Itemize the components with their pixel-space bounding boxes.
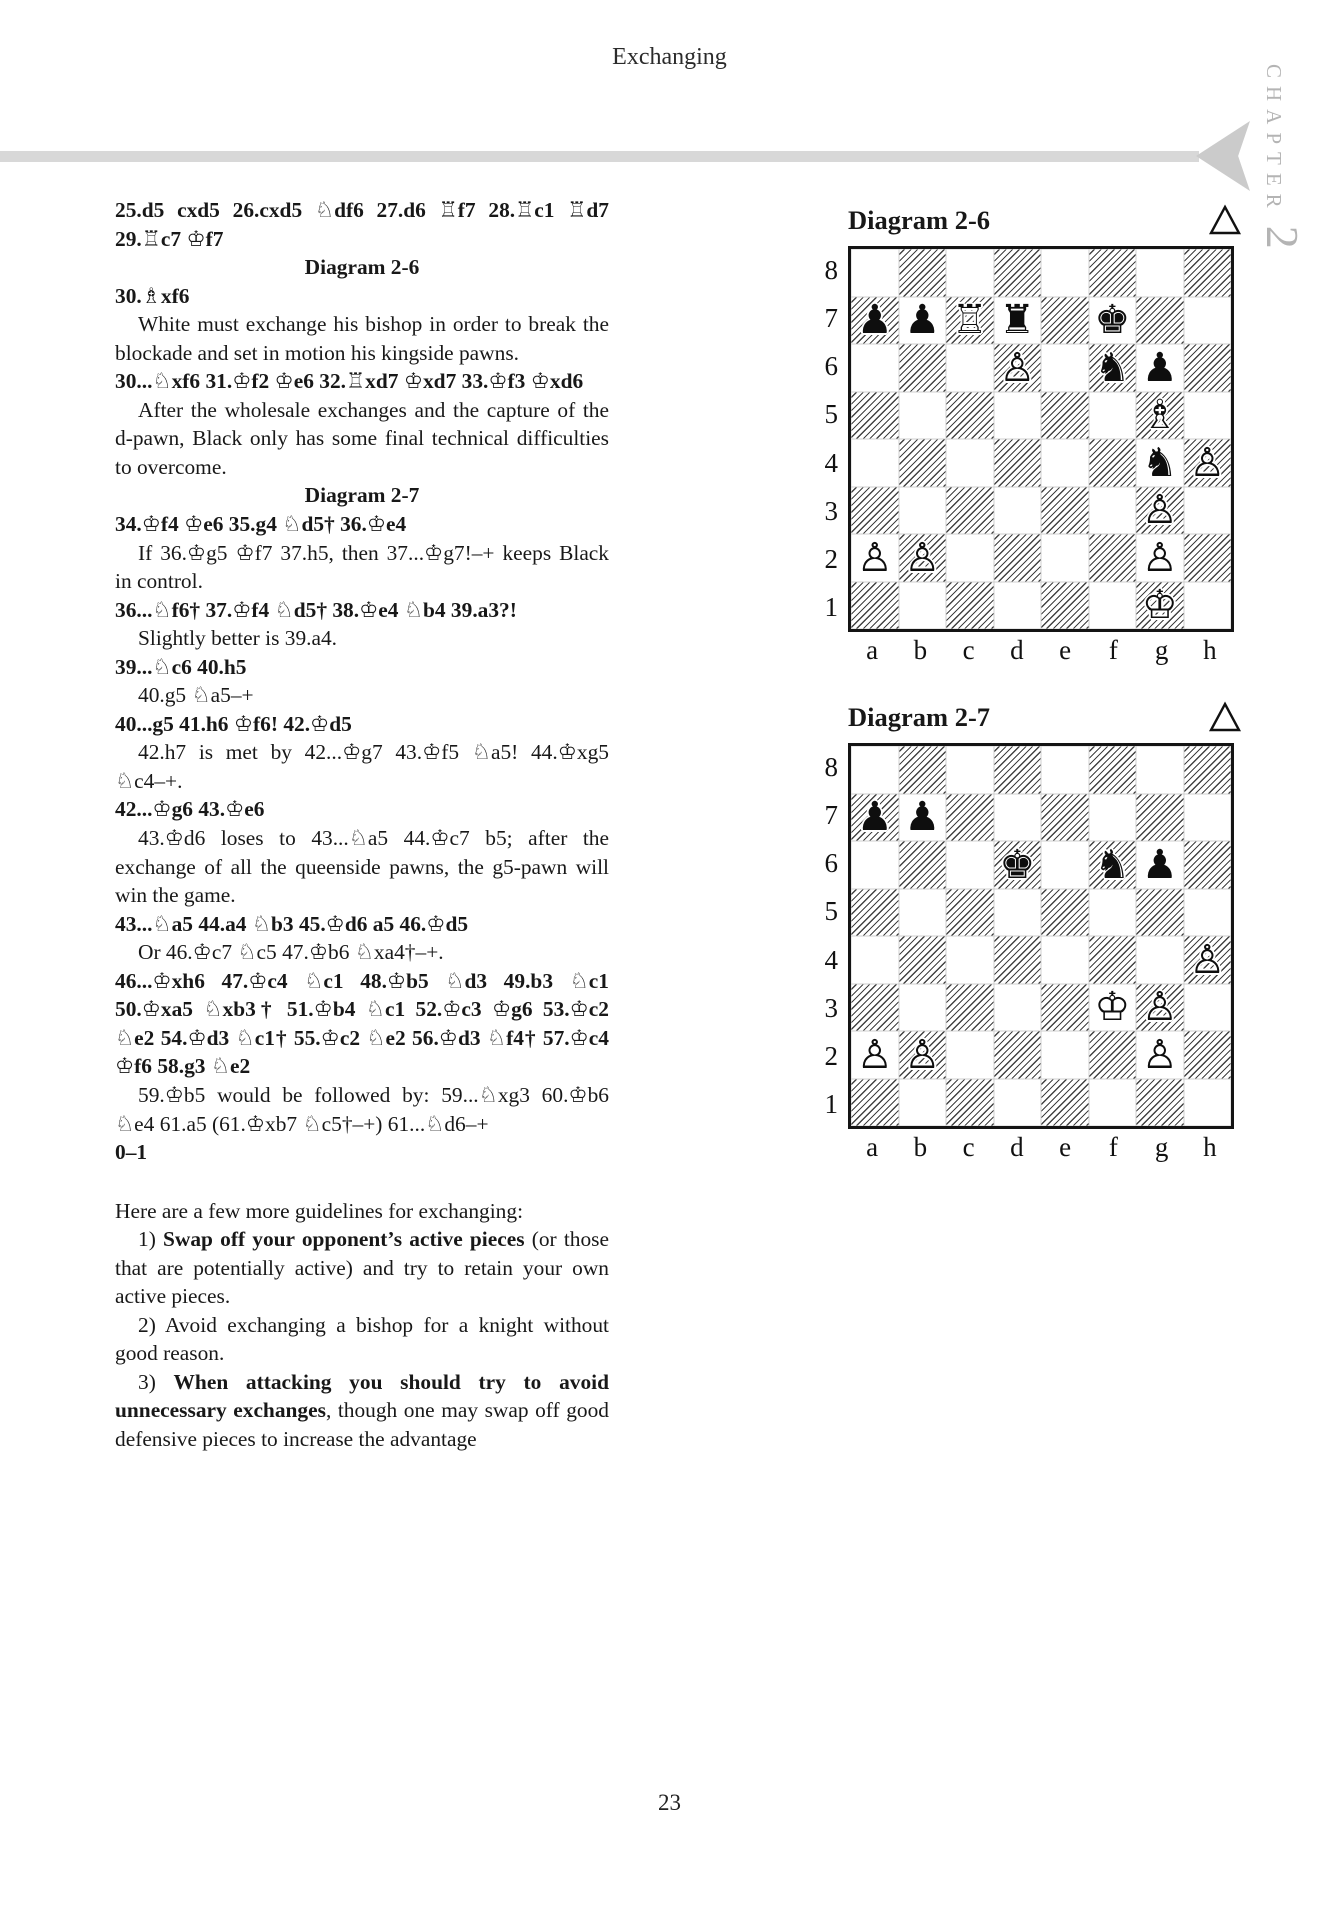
text-run: 42.h7 is met by 42...♔g7 43.♔f5 ♘a5! 44.♔xg5 ♘c4–+. <box>115 740 609 793</box>
bold-text-run: 34.♔f4 ♔e6 35.g4 ♘d5† 36.♔e4 <box>115 512 407 537</box>
board-square <box>1041 1079 1089 1127</box>
diagram-caption <box>115 481 609 510</box>
board-square <box>994 889 1042 937</box>
white-pawn-icon: ♙ <box>1189 439 1226 486</box>
text-run: Or 46.♔c7 ♘c5 47.♔b6 ♘xa4†–+. <box>138 940 444 965</box>
rank-label: 5 <box>824 399 838 430</box>
bold-text-run: 0–1 <box>115 1140 148 1165</box>
board-square <box>1041 889 1089 937</box>
text-run: White must exchange his bishop in order to break the blockade and set in motion his kingside pawns. <box>115 312 609 365</box>
white-bishop-icon: ♗ <box>1141 392 1178 439</box>
running-head: Exchanging <box>612 44 727 70</box>
text-run: 2) Avoid exchanging a bishop for a knight without good reason. <box>115 1312 609 1366</box>
board-square <box>899 889 947 937</box>
board-square <box>851 487 899 535</box>
text-run: 59.♔b5 would be followed by: 59...♘xg3 60.♔b6 ♘e4 61.a5 (61.♔xb7 ♘c5†–+) 61...♘d6–+ <box>115 1082 609 1136</box>
board-square <box>899 487 947 535</box>
text-run: 40.g5 ♘a5–+ <box>138 683 254 708</box>
board-square <box>1136 249 1184 297</box>
diagrams-column <box>812 200 1242 1194</box>
board-square <box>851 534 899 582</box>
paragraph <box>115 681 609 710</box>
paragraph <box>115 738 609 795</box>
file-label: b <box>913 1132 928 1162</box>
paragraph <box>115 910 609 939</box>
board-square <box>946 582 994 630</box>
board-square <box>1184 582 1232 630</box>
bold-text-run: 30...♘xf6 31.♔f2 ♔e6 32.♖xd7 ♔xd7 33.♔f3 ♔xd6 <box>115 369 584 394</box>
board-square <box>994 582 1042 630</box>
board-square <box>1184 936 1232 984</box>
diagram-grid <box>812 246 1242 664</box>
file-label: a <box>866 1132 879 1162</box>
board-square <box>946 1079 994 1127</box>
board-square <box>851 746 899 794</box>
file-label: h <box>1203 635 1217 665</box>
diagram-grid <box>812 743 1242 1161</box>
board-square <box>899 936 947 984</box>
board-square <box>851 1079 899 1127</box>
board-square <box>1136 534 1184 582</box>
rank-label: 2 <box>824 1041 838 1072</box>
diagram-caption <box>115 253 609 282</box>
text-run: , though one may swap off good defensive pieces to increase the advantage <box>115 1398 609 1451</box>
paragraph <box>115 196 609 253</box>
board-square <box>1136 344 1184 392</box>
board-square <box>946 344 994 392</box>
board-square <box>851 936 899 984</box>
board-square <box>1184 746 1232 794</box>
text-run: Here are a few more guidelines for exchanging: <box>115 1198 524 1223</box>
rank-labels <box>812 246 848 632</box>
file-label: f <box>1108 1132 1118 1162</box>
diagram-header <box>812 200 1242 240</box>
white-to-move-icon <box>1208 204 1242 236</box>
board-square <box>1089 1031 1137 1079</box>
file-label: h <box>1203 1132 1217 1162</box>
board-square <box>1041 249 1089 297</box>
board-square <box>1089 297 1137 345</box>
board-square <box>946 487 994 535</box>
paragraph <box>115 1311 609 1368</box>
rank-label: 1 <box>824 1089 838 1120</box>
board-square <box>1041 794 1089 842</box>
board-square <box>1041 1031 1089 1079</box>
board-square <box>946 534 994 582</box>
board-square <box>1136 936 1184 984</box>
paragraph <box>115 1138 609 1167</box>
board-square <box>1089 794 1137 842</box>
board-square <box>1089 249 1137 297</box>
white-king-icon: ♔ <box>1094 984 1131 1031</box>
board-square <box>1041 487 1089 535</box>
board-square <box>1089 344 1137 392</box>
board-square <box>1184 439 1232 487</box>
board-square <box>946 794 994 842</box>
white-pawn-icon: ♙ <box>856 1031 893 1078</box>
white-pawn-icon: ♙ <box>999 344 1036 391</box>
board-square <box>1136 841 1184 889</box>
rank-label: 7 <box>824 302 838 333</box>
rank-labels <box>812 743 848 1129</box>
board-square <box>1089 889 1137 937</box>
rank-label: 6 <box>824 351 838 382</box>
board-square <box>851 889 899 937</box>
paragraph <box>115 795 609 824</box>
paragraph <box>115 1225 609 1311</box>
paragraph <box>115 310 609 367</box>
black-pawn-icon: ♟ <box>904 794 941 841</box>
board-square <box>851 392 899 440</box>
rank-label: 6 <box>824 848 838 879</box>
board-square <box>851 582 899 630</box>
bold-text-run: Diagram 2-7 <box>304 483 420 508</box>
black-pawn-icon: ♟ <box>856 794 893 841</box>
board-square <box>1136 582 1184 630</box>
text-run: 3) <box>138 1369 174 1394</box>
board-square <box>946 392 994 440</box>
black-rook-icon: ♜ <box>999 297 1036 344</box>
white-pawn-icon: ♙ <box>1141 984 1178 1031</box>
file-label: d <box>1010 635 1024 665</box>
board-square <box>994 1079 1042 1127</box>
board-square <box>994 249 1042 297</box>
rank-label: 8 <box>824 254 838 285</box>
black-pawn-icon: ♟ <box>856 297 893 344</box>
file-labels <box>848 632 1234 664</box>
board-square <box>994 1031 1042 1079</box>
board-square <box>994 344 1042 392</box>
white-pawn-icon: ♙ <box>1141 534 1178 581</box>
file-label: g <box>1154 635 1169 665</box>
board-square <box>851 841 899 889</box>
black-pawn-icon: ♟ <box>1141 841 1178 888</box>
board-square <box>899 344 947 392</box>
rank-label: 5 <box>824 896 838 927</box>
bold-text-run: Diagram 2-6 <box>304 255 420 280</box>
board-square <box>899 984 947 1032</box>
board-square <box>1089 841 1137 889</box>
board-square <box>946 984 994 1032</box>
board-square <box>899 582 947 630</box>
board-square <box>1041 984 1089 1032</box>
board-square <box>1184 794 1232 842</box>
board-square <box>1041 344 1089 392</box>
file-label: e <box>1059 1132 1072 1162</box>
black-knight-icon: ♞ <box>1141 439 1178 486</box>
bold-text-run: Swap off your opponent’s active pieces <box>163 1227 525 1252</box>
diagram-title: Diagram 2-7 <box>848 701 991 732</box>
board-square <box>994 936 1042 984</box>
chapter-label <box>1256 64 1309 249</box>
board-square <box>1184 297 1232 345</box>
board-square <box>994 439 1042 487</box>
board-square <box>1089 392 1137 440</box>
board-square <box>946 297 994 345</box>
paragraph <box>115 653 609 682</box>
white-pawn-icon: ♙ <box>1141 487 1178 534</box>
paragraph <box>115 624 609 653</box>
board-square <box>1136 746 1184 794</box>
board-square <box>899 1031 947 1079</box>
board-square <box>1136 1079 1184 1127</box>
board-square <box>851 794 899 842</box>
board-square <box>1089 984 1137 1032</box>
board-square <box>899 794 947 842</box>
paragraph <box>115 1081 609 1138</box>
board-square <box>851 1031 899 1079</box>
white-to-move-icon <box>1208 701 1242 733</box>
bold-text-run: 25.d5 cxd5 26.cxd5 ♘df6 27.d6 ♖f7 28.♖c1 ♖d7 29.♖c7 ♔f7 <box>115 198 609 251</box>
board-square <box>1184 249 1232 297</box>
board-square <box>1041 534 1089 582</box>
board-square <box>946 439 994 487</box>
paragraph <box>115 967 609 1081</box>
diagram-title: Diagram 2-6 <box>848 204 991 235</box>
board-square <box>1184 1079 1232 1127</box>
board-square <box>1184 392 1232 440</box>
board-square <box>946 1031 994 1079</box>
paragraph <box>115 396 609 482</box>
board-square <box>946 889 994 937</box>
bold-text-run: 36...♘f6† 37.♔f4 ♘d5† 38.♔e4 ♘b4 39.a3?! <box>115 597 517 622</box>
board-square <box>1184 841 1232 889</box>
board-square <box>994 534 1042 582</box>
file-label: a <box>866 635 879 665</box>
white-pawn-icon: ♙ <box>856 534 893 581</box>
rank-label: 3 <box>824 992 838 1023</box>
board-square <box>1136 1031 1184 1079</box>
black-knight-icon: ♞ <box>1094 344 1131 391</box>
board-square <box>851 344 899 392</box>
paragraph <box>115 367 609 396</box>
board-square <box>899 439 947 487</box>
page-number: 23 <box>658 1790 681 1815</box>
file-label: f <box>1108 635 1118 665</box>
paragraph <box>115 282 609 311</box>
text-run: Slightly better is 39.a4. <box>138 626 338 651</box>
rank-label: 8 <box>824 751 838 782</box>
board-square <box>1089 487 1137 535</box>
board-square <box>946 936 994 984</box>
board-square <box>1089 1079 1137 1127</box>
bold-text-run: When attacking you should try to avoid unnecessary exchanges <box>115 1369 609 1423</box>
chess-board <box>848 246 1234 632</box>
board-square <box>1136 487 1184 535</box>
board-square <box>1041 582 1089 630</box>
white-king-icon: ♔ <box>1141 582 1178 629</box>
board-square <box>994 297 1042 345</box>
main-text-column <box>115 196 609 1454</box>
board-square <box>851 249 899 297</box>
board-corner-spacer <box>812 632 848 664</box>
black-king-icon: ♚ <box>1094 297 1131 344</box>
board-square <box>851 439 899 487</box>
text-run: After the wholesale exchanges and the capture of the d-pawn, Black only has some final technical difficulties to overcome. <box>115 397 609 479</box>
white-rook-icon: ♖ <box>951 297 988 344</box>
board-square <box>1041 936 1089 984</box>
black-knight-icon: ♞ <box>1094 841 1131 888</box>
text-run: If 36.♔g5 ♔f7 37.h5, then 37...♔g7!–+ keeps Black in control. <box>115 540 609 594</box>
rank-label: 4 <box>824 944 838 975</box>
white-pawn-icon: ♙ <box>904 1031 941 1078</box>
bold-text-run: 39...♘c6 40.h5 <box>115 654 247 679</box>
text-run: 43.♔d6 loses to 43...♘a5 44.♔c7 b5; after the exchange of all the queenside pawns, the g5-pawn will win the game. <box>115 826 609 908</box>
board-square <box>946 841 994 889</box>
board-square <box>994 746 1042 794</box>
chess-board <box>848 743 1234 1129</box>
board-square <box>899 297 947 345</box>
file-label: c <box>962 635 975 665</box>
chapter-word: CHAPTER <box>1262 64 1286 216</box>
board-square <box>899 392 947 440</box>
board-square <box>899 1079 947 1127</box>
board-square <box>899 249 947 297</box>
rank-label: 4 <box>824 447 838 478</box>
diagram-header <box>812 697 1242 737</box>
board-square <box>994 392 1042 440</box>
file-label: g <box>1154 1132 1169 1162</box>
file-labels <box>848 1129 1234 1161</box>
rank-label: 7 <box>824 799 838 830</box>
bold-text-run: 40...g5 41.h6 ♔f6! 42.♔d5 <box>115 711 352 736</box>
board-square <box>994 984 1042 1032</box>
rank-label: 2 <box>824 544 838 575</box>
board-square <box>1184 984 1232 1032</box>
board-square <box>899 534 947 582</box>
board-square <box>994 841 1042 889</box>
paragraph <box>115 1197 609 1226</box>
board-square <box>1041 297 1089 345</box>
white-pawn-icon: ♙ <box>1141 1031 1178 1078</box>
board-square <box>1089 936 1137 984</box>
bold-text-run: 30.♗xf6 <box>115 283 190 308</box>
board-square <box>851 984 899 1032</box>
paragraph <box>115 938 609 967</box>
board-square <box>1136 392 1184 440</box>
bold-text-run: 46...♔xh6 47.♔c4 ♘c1 48.♔b5 ♘d3 49.b3 ♘c1 50.♔xa5 ♘xb3† 51.♔b4 ♘c1 52.♔c3 ♔g6 53.♔c2 ♘e2 54.♔d3 ♘c1† 55.♔c2 ♘e2 56.♔d3 ♘f4† 57.♔c4 ♔f6 58.g3 ♘e2 <box>115 968 609 1079</box>
paragraph <box>115 539 609 596</box>
file-label: b <box>913 635 928 665</box>
chapter-number: 2 <box>1257 225 1308 249</box>
black-king-icon: ♚ <box>999 841 1036 888</box>
board-square <box>1184 487 1232 535</box>
rank-label: 1 <box>824 592 838 623</box>
board-square <box>1089 439 1137 487</box>
board-square <box>1184 889 1232 937</box>
paragraph <box>115 710 609 739</box>
bold-text-run: 42...♔g6 43.♔e6 <box>115 797 265 822</box>
file-label: c <box>962 1132 975 1162</box>
paragraph <box>115 824 609 910</box>
text-run: (or those that are potentially active) and try to retain your own active pieces. <box>115 1227 610 1309</box>
file-label: e <box>1059 635 1072 665</box>
board-square <box>1089 746 1137 794</box>
board-square <box>1136 794 1184 842</box>
board-square <box>946 249 994 297</box>
board-square <box>994 487 1042 535</box>
board-corner-spacer <box>812 1129 848 1161</box>
board-square <box>1136 439 1184 487</box>
header-rule <box>0 151 1199 162</box>
paragraph <box>115 510 609 539</box>
board-square <box>1041 746 1089 794</box>
board-square <box>899 746 947 794</box>
board-square <box>946 746 994 794</box>
board-square <box>1136 984 1184 1032</box>
file-label: d <box>1010 1132 1024 1162</box>
chess-diagram <box>812 697 1242 1161</box>
text-run: 1) <box>138 1227 164 1252</box>
board-square <box>1136 297 1184 345</box>
rank-label: 3 <box>824 495 838 526</box>
board-square <box>1184 1031 1232 1079</box>
board-square <box>851 297 899 345</box>
board-square <box>1184 344 1232 392</box>
board-square <box>994 794 1042 842</box>
board-square <box>1136 889 1184 937</box>
board-square <box>899 841 947 889</box>
arrow-left-icon <box>1196 121 1250 191</box>
board-square <box>1089 534 1137 582</box>
board-square <box>1041 392 1089 440</box>
bold-text-run: 43...♘a5 44.a4 ♘b3 45.♔d6 a5 46.♔d5 <box>115 911 469 936</box>
white-pawn-icon: ♙ <box>904 534 941 581</box>
white-pawn-icon: ♙ <box>1189 936 1226 983</box>
paragraph <box>115 1368 609 1454</box>
black-pawn-icon: ♟ <box>1141 344 1178 391</box>
black-pawn-icon: ♟ <box>904 297 941 344</box>
board-square <box>1041 841 1089 889</box>
board-square <box>1184 534 1232 582</box>
board-square <box>1041 439 1089 487</box>
paragraph <box>115 596 609 625</box>
board-square <box>1089 582 1137 630</box>
chess-diagram <box>812 200 1242 664</box>
